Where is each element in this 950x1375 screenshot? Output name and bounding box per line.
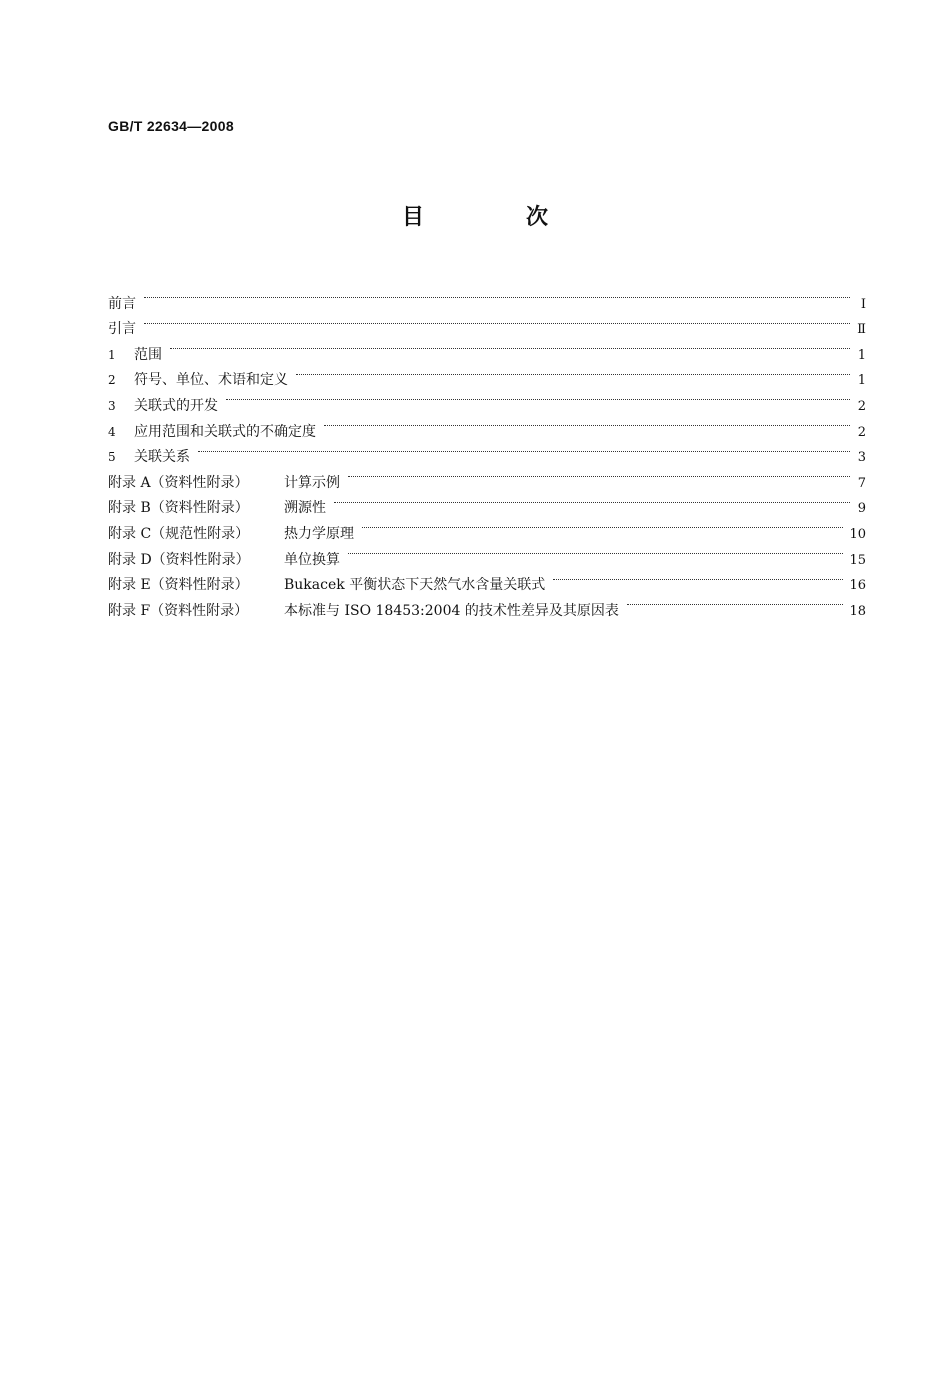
toc-entry-page-number: 2 <box>857 398 866 414</box>
dot-leader <box>226 384 850 410</box>
toc-entry-number: 2 <box>108 373 116 388</box>
toc-entry-page-number: 1 <box>857 347 866 363</box>
dot-leader <box>627 589 844 615</box>
dot-leader <box>348 538 843 564</box>
toc-entry-page-number: 7 <box>857 475 866 491</box>
toc-entry[interactable] <box>108 410 866 440</box>
toc-entry-label: 符号、单位、术语和定义 <box>134 372 288 389</box>
dot-leader <box>553 564 843 590</box>
toc-entry-label: Bukacek 平衡状态下天然气水含量关联式 <box>284 577 546 594</box>
toc-entry-number: 5 <box>108 450 116 465</box>
toc-entry-page-number: 1 <box>857 373 866 389</box>
toc-entry-page-number: 16 <box>849 578 866 594</box>
toc-entry-annex-prefix: 附录 F（资料性附录） <box>108 602 249 619</box>
page-title: 目 次 <box>401 205 588 230</box>
toc-entry-page-number: 9 <box>857 501 866 517</box>
toc-entry[interactable] <box>108 461 866 491</box>
toc-entry-page-number: 15 <box>849 552 866 568</box>
dot-leader <box>170 333 850 359</box>
dot-leader <box>348 461 850 487</box>
toc-entry[interactable] <box>108 282 866 312</box>
dot-leader <box>334 487 850 513</box>
dot-leader <box>198 436 850 462</box>
toc-entry-annex-prefix: 附录 B（资料性附录） <box>108 500 249 517</box>
toc-entry-label: 本标准与 ISO 18453:2004 的技术性差异及其原因表 <box>284 602 619 619</box>
toc-entry-page-number: 10 <box>849 526 866 542</box>
toc-entry[interactable] <box>108 359 866 389</box>
dot-leader <box>362 512 843 538</box>
toc-entry-label: 前言 <box>108 295 136 312</box>
toc-entry-label: 单位换算 <box>284 551 340 568</box>
toc-entry-label: 关联关系 <box>134 449 190 466</box>
dot-leader <box>144 282 850 308</box>
standard-code: GB/T 22634—2008 <box>108 118 234 134</box>
toc-entry-label: 溯源性 <box>284 500 326 517</box>
toc-entry[interactable] <box>108 333 866 363</box>
toc-entry-page-number: 3 <box>857 450 866 466</box>
toc-entry-number: 3 <box>108 398 116 413</box>
toc-entry-annex-prefix: 附录 C（规范性附录） <box>108 525 250 542</box>
toc-entry-annex-prefix: 附录 A（资料性附录） <box>108 474 249 491</box>
dot-leader <box>324 410 850 436</box>
dot-leader <box>144 308 850 334</box>
toc-entry-label: 引言 <box>108 321 136 338</box>
toc-entry-page-number: Ⅰ <box>860 296 866 312</box>
toc-entry-annex-prefix: 附录 D（资料性附录） <box>108 551 250 568</box>
toc-entry-annex-prefix: 附录 E（资料性附录） <box>108 577 249 594</box>
table-of-contents <box>108 282 866 619</box>
toc-entry-label: 范围 <box>134 346 162 363</box>
toc-entry[interactable] <box>108 308 866 338</box>
toc-entry-page-number: 2 <box>857 424 866 440</box>
toc-entry-number: 1 <box>108 347 116 362</box>
toc-entry-label: 应用范围和关联式的不确定度 <box>134 423 316 440</box>
toc-entry[interactable] <box>108 436 866 466</box>
toc-entry-label: 热力学原理 <box>284 525 354 542</box>
dot-leader <box>296 359 850 385</box>
toc-entry-label: 计算示例 <box>284 474 340 491</box>
toc-entry-page-number: Ⅱ <box>857 322 866 338</box>
toc-entry-page-number: 18 <box>849 603 866 619</box>
toc-entry-number: 4 <box>108 424 116 439</box>
toc-entry-label: 关联式的开发 <box>134 397 218 414</box>
